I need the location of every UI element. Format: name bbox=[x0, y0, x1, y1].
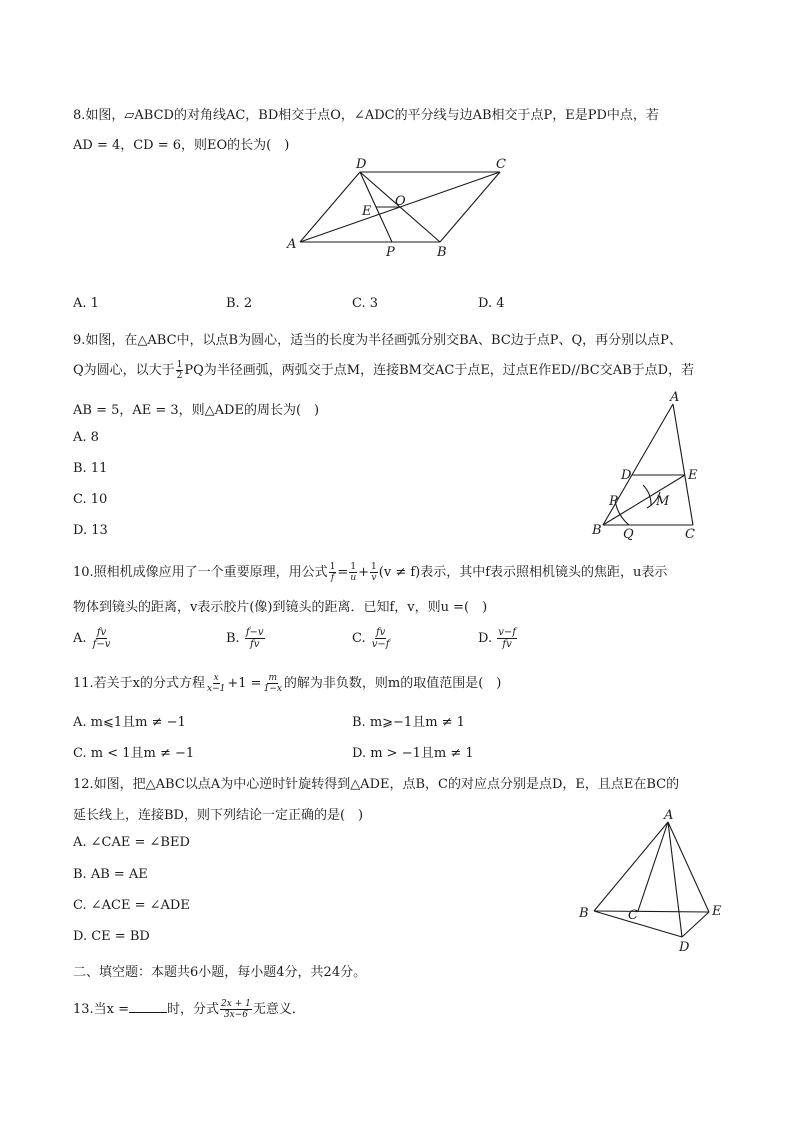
q8-label-c: C bbox=[496, 157, 506, 172]
q13-answer-blank[interactable] bbox=[129, 1000, 167, 1013]
q8-label-d: D bbox=[356, 157, 367, 172]
q11-frac-left: $\frac{x}{x-1}$ bbox=[207, 673, 226, 694]
q12-edge-ae bbox=[668, 822, 709, 912]
q10-option-d[interactable]: D. $\frac{v-f}{fv}$ bbox=[478, 627, 516, 650]
q12-line-bd bbox=[594, 911, 682, 937]
q8-figure bbox=[280, 155, 520, 265]
q9-line2: Q为圆心，以大于 $\frac{1}{2}$ PQ为半径画弧，两弧交于点M，连接BM交AC于点E，过点E作ED//BC交AB于点D，若 bbox=[73, 360, 695, 381]
q10-frac-1-over-u: $\frac{1}{u}$ bbox=[350, 562, 357, 583]
q9-label-a: A bbox=[670, 390, 680, 405]
q8-label-p: P bbox=[386, 245, 395, 260]
q9-arc-p bbox=[643, 485, 651, 505]
q11-option-d[interactable]: D. m > −1且m ≠ 1 bbox=[352, 746, 474, 761]
q11-frac-right: $\frac{m}{1-x}$ bbox=[263, 673, 282, 694]
q9-label-e: E bbox=[688, 468, 698, 483]
q13-line: 13.当x = 时，分式 $\frac{2x + 1}{3x-6}$ 无意义． bbox=[73, 999, 305, 1020]
q10-line1: 10.照相机成像应用了一个重要原理，用公式 $\frac{1}{f}$ = $\frac{1}{u}$ + $\frac{1}{v}$ (v ≠ f)表示，其中f表示照相机镜头的焦距，u表示 bbox=[73, 562, 668, 583]
q11-option-a[interactable]: A. m⩽1且m ≠ −1 bbox=[73, 715, 186, 730]
q9-line1: 9.如图，在△ABC中，以点B为圆心，适当的长度为半径画弧分别交BA、BC边于点P、Q，再分别以点P、 bbox=[73, 333, 682, 348]
q9-option-d[interactable]: D. 13 bbox=[73, 523, 108, 538]
q10-option-b[interactable]: B. $\frac{f-v}{fv}$ bbox=[226, 627, 264, 650]
q12-option-d[interactable]: D. CE = BD bbox=[73, 929, 150, 944]
q12-edge-ad bbox=[668, 822, 682, 937]
q10-frac-1-over-f: $\frac{1}{f}$ bbox=[329, 562, 336, 583]
q9-label-d: D bbox=[621, 468, 632, 483]
q8-line1: 8.如图，▱ABCD的对角线AC，BD相交于点O，∠ADC的平分线与边AB相交于点P，E是PD中点，若 bbox=[73, 108, 659, 123]
q12-edge-de bbox=[682, 912, 709, 937]
q11-option-c[interactable]: C. m < 1且m ≠ −1 bbox=[73, 746, 195, 761]
q12-line1: 12.如图，把△ABC以点A为中心逆时针旋转得到△ADE，点B，C的对应点分别是点D，E，且点E在BC的 bbox=[73, 777, 680, 792]
q8-option-a[interactable]: A. 1 bbox=[73, 296, 99, 311]
q13-fraction: $\frac{2x + 1}{3x-6}$ bbox=[221, 999, 251, 1020]
q8-label-e: E bbox=[362, 204, 372, 219]
q12-edge-ab bbox=[594, 822, 668, 911]
q12-edge-ac bbox=[638, 822, 668, 911]
q12-label-a: A bbox=[664, 808, 674, 823]
q9-option-a[interactable]: A. 8 bbox=[73, 430, 99, 445]
section-fill-in-heading: 二、填空题：本题共6小题，每小题4分，共24分。 bbox=[73, 965, 367, 980]
q10-line2: 物体到镜头的距离，v表示胶片(像)到镜头的距离．已知f，v，则u =( ) bbox=[73, 600, 488, 615]
q9-figure bbox=[585, 388, 715, 546]
q9-label-b: B bbox=[592, 523, 602, 538]
q9-edge-ac bbox=[673, 404, 693, 525]
q11-option-b[interactable]: B. m⩾−1且m ≠ 1 bbox=[352, 715, 465, 730]
q10-option-c[interactable]: C. $\frac{fv}{v-f}$ bbox=[352, 627, 390, 650]
q9-label-c: C bbox=[685, 527, 695, 542]
q9-option-b[interactable]: B. 11 bbox=[73, 461, 108, 476]
q9-label-q: Q bbox=[623, 527, 634, 542]
q12-label-c: C bbox=[628, 908, 638, 923]
q8-option-c[interactable]: C. 3 bbox=[352, 296, 379, 311]
q11-line: 11.若关于x的分式方程 $\frac{x}{x-1}$ +1 = $\frac{m}{1-x}$ 的解为非负数，则m的取值范围是( ) bbox=[73, 673, 502, 694]
q12-label-b: B bbox=[579, 906, 589, 921]
q9-option-c[interactable]: C. 10 bbox=[73, 492, 108, 507]
q12-figure bbox=[572, 806, 732, 956]
q8-option-d[interactable]: D. 4 bbox=[478, 296, 505, 311]
q10-frac-1-over-v: $\frac{1}{v}$ bbox=[371, 562, 377, 583]
q12-line-be bbox=[594, 911, 709, 912]
q8-label-o: O bbox=[395, 194, 406, 209]
q9-line3: AB = 5，AE = 3，则△ADE的周长为( ) bbox=[73, 403, 320, 418]
q8-line2: AD = 4，CD = 6，则EO的长为( ) bbox=[73, 138, 290, 153]
q8-label-a: A bbox=[287, 237, 297, 252]
q12-line2: 延长线上，连接BD，则下列结论一定正确的是( ) bbox=[73, 808, 364, 823]
q12-label-d: D bbox=[679, 940, 690, 955]
q8-label-b: B bbox=[437, 245, 447, 260]
q9-half-fraction: $\frac{1}{2}$ bbox=[176, 360, 183, 381]
q9-label-m: M bbox=[656, 494, 670, 509]
q12-option-c[interactable]: C. ∠ACE = ∠ADE bbox=[73, 898, 190, 913]
q8-option-b[interactable]: B. 2 bbox=[226, 296, 253, 311]
q9-label-p: P bbox=[609, 494, 618, 509]
q12-option-a[interactable]: A. ∠CAE = ∠BED bbox=[73, 835, 190, 850]
q12-option-b[interactable]: B. AB = AE bbox=[73, 867, 148, 882]
q12-label-e: E bbox=[712, 904, 722, 919]
q10-option-a[interactable]: A. $\frac{fv}{f-v}$ bbox=[73, 627, 111, 650]
